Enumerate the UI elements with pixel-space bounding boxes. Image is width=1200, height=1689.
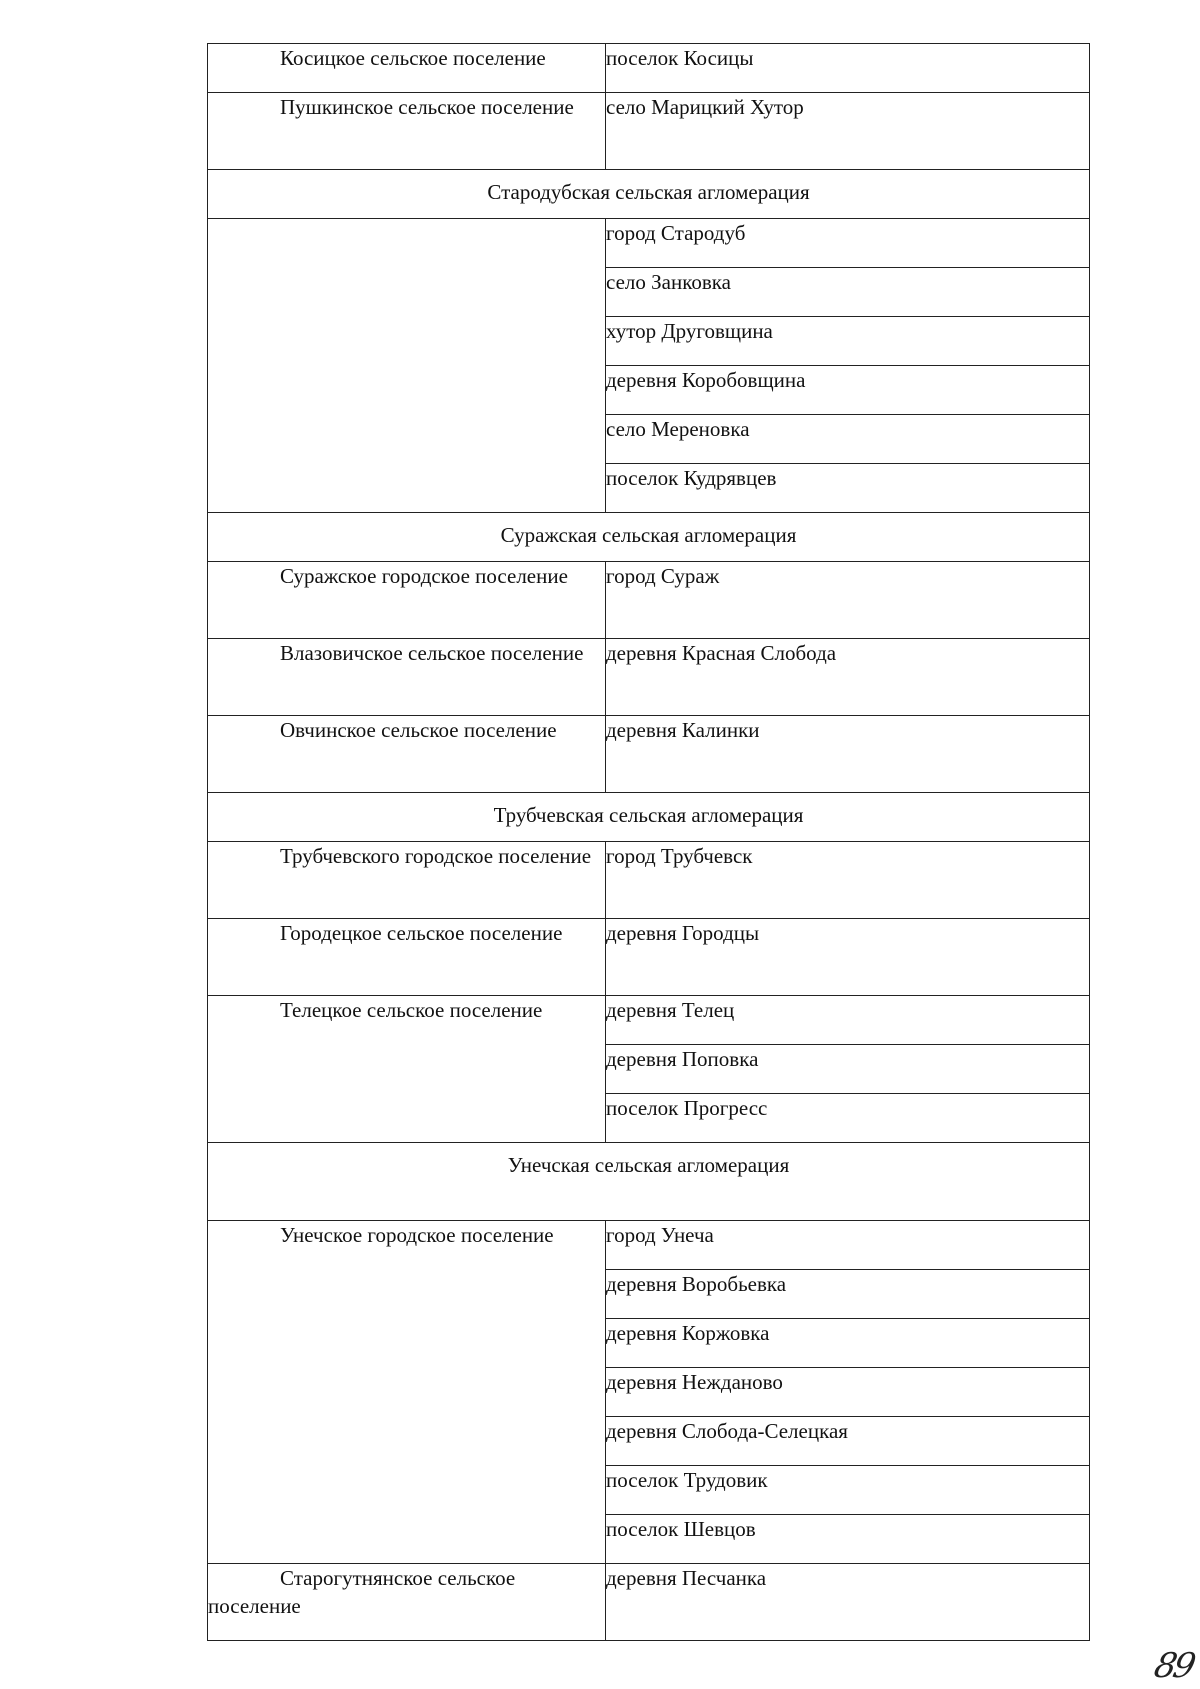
table-row xyxy=(208,842,1090,919)
locality-cell: деревня Калинки xyxy=(606,716,1090,793)
locality-cell: деревня Телец xyxy=(606,996,1090,1045)
locality-cell: деревня Коробовщина xyxy=(606,366,1090,415)
locality-cell: деревня Воробьевка xyxy=(606,1270,1090,1319)
agglomeration-heading: Унечская сельская агломерация xyxy=(208,1143,1090,1221)
locality-cell: город Трубчевск xyxy=(606,842,1090,919)
settlements-table xyxy=(207,43,1090,1641)
locality-cell: деревня Красная Слобода xyxy=(606,639,1090,716)
locality-cell: деревня Нежданово xyxy=(606,1368,1090,1417)
settlement-name-cell: Старогутнянское сельское поселение xyxy=(208,1564,606,1641)
locality-cell: город Унеча xyxy=(606,1221,1090,1270)
table-row xyxy=(208,996,1090,1045)
locality-cell: деревня Слобода-Селецкая xyxy=(606,1417,1090,1466)
group-header-row xyxy=(208,793,1090,842)
agglomeration-heading: Стародубская сельская агломерация xyxy=(208,170,1090,219)
locality-cell: село Занковка xyxy=(606,268,1090,317)
table-row xyxy=(208,639,1090,716)
locality-cell: деревня Городцы xyxy=(606,919,1090,996)
settlement-name-cell: Суражское городское поселение xyxy=(208,562,606,639)
table-row xyxy=(208,1564,1090,1641)
locality-cell: деревня Песчанка xyxy=(606,1564,1090,1641)
settlement-name-cell: Овчинское сельское поселение xyxy=(208,716,606,793)
agglomeration-heading: Трубчевская сельская агломерация xyxy=(208,793,1090,842)
locality-cell: село Мереновка xyxy=(606,415,1090,464)
locality-cell: поселок Трудовик xyxy=(606,1466,1090,1515)
locality-cell: деревня Коржовка xyxy=(606,1319,1090,1368)
group-header-row xyxy=(208,1143,1090,1221)
locality-cell: село Марицкий Хутор xyxy=(606,93,1090,170)
settlement-name-cell: Пушкинское сельское поселение xyxy=(208,93,606,170)
settlement-name-cell: Косицкое сельское поселение xyxy=(208,44,606,93)
table-row xyxy=(208,93,1090,170)
settlement-name-cell: Влазовичское сельское поселение xyxy=(208,639,606,716)
group-header-row xyxy=(208,513,1090,562)
locality-cell: город Стародуб xyxy=(606,219,1090,268)
agglomeration-heading: Суражская сельская агломерация xyxy=(208,513,1090,562)
handwritten-page-number: 89 xyxy=(1150,1646,1197,1686)
table-row xyxy=(208,219,1090,268)
table-row xyxy=(208,716,1090,793)
locality-cell: поселок Прогресс xyxy=(606,1094,1090,1143)
table-row xyxy=(208,919,1090,996)
settlement-name-cell xyxy=(208,219,606,513)
locality-cell: поселок Кудрявцев xyxy=(606,464,1090,513)
locality-cell: поселок Шевцов xyxy=(606,1515,1090,1564)
table-row xyxy=(208,44,1090,93)
settlement-name-cell: Телецкое сельское поселение xyxy=(208,996,606,1143)
locality-cell: деревня Поповка xyxy=(606,1045,1090,1094)
locality-cell: поселок Косицы xyxy=(606,44,1090,93)
locality-cell: хутор Друговщина xyxy=(606,317,1090,366)
locality-cell: город Сураж xyxy=(606,562,1090,639)
group-header-row xyxy=(208,170,1090,219)
settlement-name-cell: Унечское городское поселение xyxy=(208,1221,606,1564)
settlement-name-cell: Трубчевского городское поселение xyxy=(208,842,606,919)
settlement-name-cell: Городецкое сельское поселение xyxy=(208,919,606,996)
table-row xyxy=(208,1221,1090,1270)
table-row xyxy=(208,562,1090,639)
